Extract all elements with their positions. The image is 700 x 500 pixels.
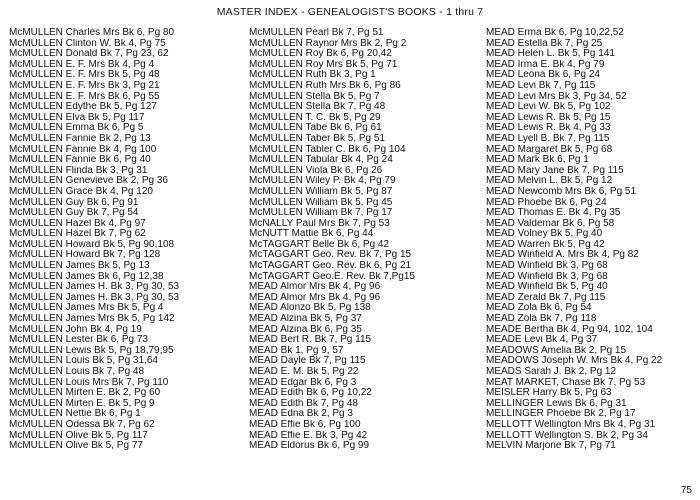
index-entry: MEAD Zola Bk 6, Pg 54 xyxy=(486,303,592,314)
index-entry: McNALLY Paul Mrs Bk 7, Pg 53 xyxy=(249,218,390,229)
index-entry: MELLINGER Phoebe Bk 2, Pg 17 xyxy=(486,409,636,420)
index-entry: MEAD Mary Jane Bk 7, Pg 115 xyxy=(486,165,624,176)
index-entry: MEAD Winfield Bk 3, Pg 68 xyxy=(486,271,608,282)
index-entry: McMULLEN Fannie Bk 4, Pg 100 xyxy=(9,144,157,155)
index-entry: McMULLEN E. F. Mrs Bk 5, Pg 48 xyxy=(9,70,160,81)
index-entry: MEAD Alzina Bk 6, Pg 35 xyxy=(249,324,362,335)
index-entry: MEAD Levi Mrs Bk 3, Pg 34, 52 xyxy=(486,91,627,102)
index-entry: McMULLEN James H. Bk 3, Pg 30, 53 xyxy=(9,282,180,293)
index-entry: MEAD E. M. Bk 5, Pg 22 xyxy=(249,367,359,377)
index-entry: McMULLEN E. F. Mrs Bk 6, Pg 55 xyxy=(9,91,160,102)
index-entry: McNUTT Mattie Bk 6, Pg 44 xyxy=(249,229,374,240)
index-entry: McMULLEN Guy Bk 7, Pg 54 xyxy=(9,208,139,219)
index-entry: MEAD Margaret Bk 5, Pg 68 xyxy=(486,144,613,155)
index-entry: McMULLEN Hazel Bk 4, Pg 97 xyxy=(9,218,146,229)
index-entry: MEADOWS Amelia Bk 2, Pg 15 xyxy=(486,345,627,356)
index-entry: McMULLEN Donald Bk 7, Pg 23, 62 xyxy=(9,49,169,60)
index-entry: McMULLEN William Bk 5, Pg 45 xyxy=(249,197,393,208)
index-entry: MEAD Thomas E. Bk 4, Pg 35 xyxy=(486,208,621,219)
index-entry: McMULLEN Nettie Bk 6, Pg 1 xyxy=(9,409,141,420)
index-entry: McMULLEN Fannie Bk 6, Pg 40 xyxy=(9,155,151,166)
index-entry: MEAD Alonzo Bk 5, Pg 138 xyxy=(249,303,371,314)
index-entry: McTAGGART Geo. Rev. Bk 6, Pg 21 xyxy=(249,261,412,272)
index-entry: McMULLEN Louis Bk 5, Pg 31,64 xyxy=(9,356,158,367)
index-entry: McMULLEN Hazel Bk 7, Pg 62 xyxy=(9,229,146,240)
index-entry: MELVIN Marjorie Bk 7, Pg 71 xyxy=(486,441,616,452)
index-entry: MEADE Levi Bk 4, Pg 37 xyxy=(486,335,598,346)
index-entry: McMULLEN James Mrs Bk 5, Pg 142 xyxy=(9,314,175,325)
index-entry: McMULLEN Elva Bk 5, Pg 117 xyxy=(9,112,145,123)
index-entry: MEAD Leona Bk 6, Pg 24 xyxy=(486,70,600,81)
index-entry: MEAD Lewis R. Bk 4, Pg 33 xyxy=(486,123,611,134)
index-entry: MEAD Estella Bk 7, Pg 25 xyxy=(486,38,603,49)
index-entry: McMULLEN Howard Bk 5, Pg 90,108 xyxy=(9,239,175,250)
index-entry: McMULLEN Pearl Bk 7, Pg 51 xyxy=(249,28,384,38)
index-entry: MEAD Edith Bk 6, Pg 10,22 xyxy=(249,388,372,399)
index-entry: MEAD Irma E. Bk 4, Pg 79 xyxy=(486,59,605,70)
index-entry: McMULLEN Flinda Bk 3, Pg 31 xyxy=(9,165,148,176)
index-entry: MEAD Bk 1, Pg 9, 57 xyxy=(249,345,344,356)
index-entry: MEAD Dayle Bk 7, Pg 115 xyxy=(249,356,366,367)
index-entry: McMULLEN Edythe Bk 5, Pg 127 xyxy=(9,102,157,113)
index-entry: MEAD Levi W. Bk 5, Pg 102 xyxy=(486,102,611,113)
page-number: 75 xyxy=(680,485,692,496)
index-entry: McTAGGART Geo.E. Rev. Bk 7,Pg15 xyxy=(249,271,415,282)
index-entry: McMULLEN James Bk 5, Pg 13 xyxy=(9,261,150,272)
index-entry: McMULLEN Grace Bk 4, Pg 120 xyxy=(9,186,153,197)
index-entry: McMULLEN Stella Bk 5, Pg 7 xyxy=(249,91,380,102)
index-entry: MEAD Almor Mrs Bk 4, Pg 96 xyxy=(249,282,381,293)
index-entry: McMULLEN Viola Bk 6, Pg 26 xyxy=(249,165,383,176)
index-entry: MEAD Warren Bk 5, Pg 42 xyxy=(486,239,605,250)
index-entry: MEAD Almor Mrs Bk 4, Pg 96 xyxy=(249,292,381,303)
index-entry: McMULLEN Mirten E. Bk 5, Pg 9 xyxy=(9,398,155,409)
index-entry: McMULLEN Roy Bk 6, Pg 20,42 xyxy=(249,49,392,60)
index-entry: McMULLEN Charles Mrs Bk 6, Pg 80 xyxy=(9,28,175,38)
index-entry: McMULLEN Emma Bk 6, Pg 5 xyxy=(9,123,144,134)
index-entry: McMULLEN Ruth Mrs Bk 6, Pg 86 xyxy=(249,80,401,91)
index-entry: McMULLEN Tabe Bk 6, Pg 61 xyxy=(249,123,382,134)
index-entry: McMULLEN Fannie Bk 2, Pg 13 xyxy=(9,133,151,144)
index-entry: MEAD Winfield Bk 5, Pg 40 xyxy=(486,282,608,293)
index-entry: MEAD Levi Bk 7, Pg 115 xyxy=(486,80,596,91)
index-entry: MEADE Bertha Bk 4, Pg 94, 102, 104 xyxy=(486,324,653,335)
index-entry: McMULLEN Taber Bk 5, Pg 51 xyxy=(249,133,385,144)
index-entry: McMULLEN Olive Bk 5, Pg 77 xyxy=(9,441,143,452)
index-entry: McTAGGART Geo. Rev. Bk 7, Pg 15 xyxy=(249,250,412,261)
index-entry: MEAD Edna Bk 2, Pg 3 xyxy=(249,409,353,420)
index-entry: MEAD Phoebe Bk 6, Pg 24 xyxy=(486,197,607,208)
index-entry: MEAD Bert R. Bk 7, Pg 115 xyxy=(249,335,372,346)
index-entry: MEAD Edgar Bk 6, Pg 3 xyxy=(249,377,357,388)
index-column-right xyxy=(486,28,696,452)
index-entry: McMULLEN Ruth Bk 3, Pg 1 xyxy=(249,70,376,81)
index-entry: MEAD Eldorus Bk 6, Pg 99 xyxy=(249,441,370,452)
index-entry: MEAD Lyell B. Bk 7, Pg 115 xyxy=(486,133,610,144)
index-entry: MEAD Lewis R. Bk 5, Pg 15 xyxy=(486,112,611,123)
index-entry: McMULLEN E. F. Mrs Bk 3, Pg 21 xyxy=(9,80,160,91)
index-entry: McMULLEN Mirten E. Bk 2, Pg 60 xyxy=(9,388,161,399)
index-entry: MEAD Volney Bk 5, Pg 40 xyxy=(486,229,603,240)
index-column-left xyxy=(9,28,237,452)
index-entry: MEAD Winfield A. Mrs Bk 4, Pg 82 xyxy=(486,250,639,261)
index-entry: MEAD Alzina Bk 5, Pg 37 xyxy=(249,314,362,325)
index-entry: McMULLEN Raynor Mrs Bk 2, Pg 2 xyxy=(249,38,407,49)
index-entry: MEAT MARKET, Chase Bk 7, Pg 53 xyxy=(486,377,646,388)
index-entry: McMULLEN Stella Bk 7, Pg 48 xyxy=(249,102,386,113)
index-entry: McMULLEN Howard Bk 7, Pg 128 xyxy=(9,250,161,261)
index-entry: McMULLEN Guy Bk 6, Pg 91 xyxy=(9,197,139,208)
index-entry: McMULLEN Tabler C. Bk 6, Pg 104 xyxy=(249,144,406,155)
index-entry: MELLINGER Lewis Bk 6, Pg 31 xyxy=(486,398,627,409)
index-entry: McMULLEN Louis Mrs Bk 7, Pg 110 xyxy=(9,377,169,388)
index-entry: MEAD Effie Bk 6, Pg 100 xyxy=(249,419,361,430)
index-entry: McMULLEN James H. Bk 3, Pg 30, 53 xyxy=(9,292,180,303)
index-entry: MEAD Mark Bk 6, Pg 1 xyxy=(486,155,589,166)
index-entry: MEAD Valdemar Bk 6, Pg 58 xyxy=(486,218,615,229)
index-column-middle xyxy=(249,28,477,452)
index-entry: McTAGGART Belle Bk 6, Pg 42 xyxy=(249,239,390,250)
index-entry: McMULLEN Genevieve Bk 2, Pg 36 xyxy=(9,176,168,187)
index-entry: McMULLEN T. C. Bk 5, Pg 29 xyxy=(249,112,381,123)
index-entry: McMULLEN Clinton W. Bk 4, Pg 75 xyxy=(9,38,166,49)
index-entry: McMULLEN E. F. Mrs Bk 4, Pg 4 xyxy=(9,59,155,70)
index-entry: MEAD Edith Bk 7, Pg 48 xyxy=(249,398,358,409)
index-entry: McMULLEN Odessa Bk 7, Pg 62 xyxy=(9,419,155,430)
index-entry: MEAD Erma Bk 6, Pg 10,22,52 xyxy=(486,28,624,38)
index-entry: MELLOTT Wellington Mrs Bk 4, Pg 31 xyxy=(486,419,656,430)
index-entry: MEAD Helen L. Bk 5, Pg 141 xyxy=(486,49,615,60)
index-entry: McMULLEN William Bk 5, Pg 87 xyxy=(249,186,393,197)
index-entry: MEAD Winfield Bk 3, Pg 68 xyxy=(486,261,608,272)
index-entry: MEISLER Harry Bk 5, Pg 63 xyxy=(486,388,612,399)
index-entry: MEAD Zola Bk 7, Pg 118 xyxy=(486,314,597,325)
index-entry: McMULLEN Wiley P. Bk 4, Pg 79 xyxy=(249,176,396,187)
index-entry: McMULLEN James Mrs Bk 5, Pg 4 xyxy=(9,303,164,314)
index-entry: McMULLEN Louis Bk 7, Pg 48 xyxy=(9,367,145,377)
index-entry: MEAD Newcomb Mrs Bk 6, Pg 51 xyxy=(486,186,637,197)
index-entry: McMULLEN Olive Bk 5, Pg 117 xyxy=(9,430,148,441)
index-entry: McMULLEN John Bk 4, Pg 19 xyxy=(9,324,142,335)
index-entry: MEAD Effie E. Bk 3, Pg 42 xyxy=(249,430,368,441)
index-entry: McMULLEN James Bk 6, Pg 12,38 xyxy=(9,271,164,282)
index-entry: MEAD Melvin L. Bk 5, Pg 12 xyxy=(486,176,613,187)
index-entry: McMULLEN Lewis Bk 5, Pg 18,79,95 xyxy=(9,345,174,356)
index-entry: McMULLEN William Bk 7, Pg 17 xyxy=(249,208,393,219)
index-entry: MEADOWS Joseph W. Mrs Bk 4, Pg 22 xyxy=(486,356,663,367)
page-title: MASTER INDEX - GENEALOGIST'S BOOKS - 1 thru 7 xyxy=(216,6,484,18)
index-entry: McMULLEN Lester Bk 6, Pg 73 xyxy=(9,335,148,346)
index-entry: McMULLEN Tabular Bk 4, Pg 24 xyxy=(249,155,393,166)
index-entry: MEADS Sarah J. Bk 2, Pg 12 xyxy=(486,367,617,377)
index-entry: McMULLEN Roy Mrs Bk 5, Pg 71 xyxy=(249,59,398,70)
index-entry: MEAD Zerald Bk 7, Pg 115 xyxy=(486,292,606,303)
index-entry: MELLOTT Wellington S. Bk 2, Pg 34 xyxy=(486,430,648,441)
